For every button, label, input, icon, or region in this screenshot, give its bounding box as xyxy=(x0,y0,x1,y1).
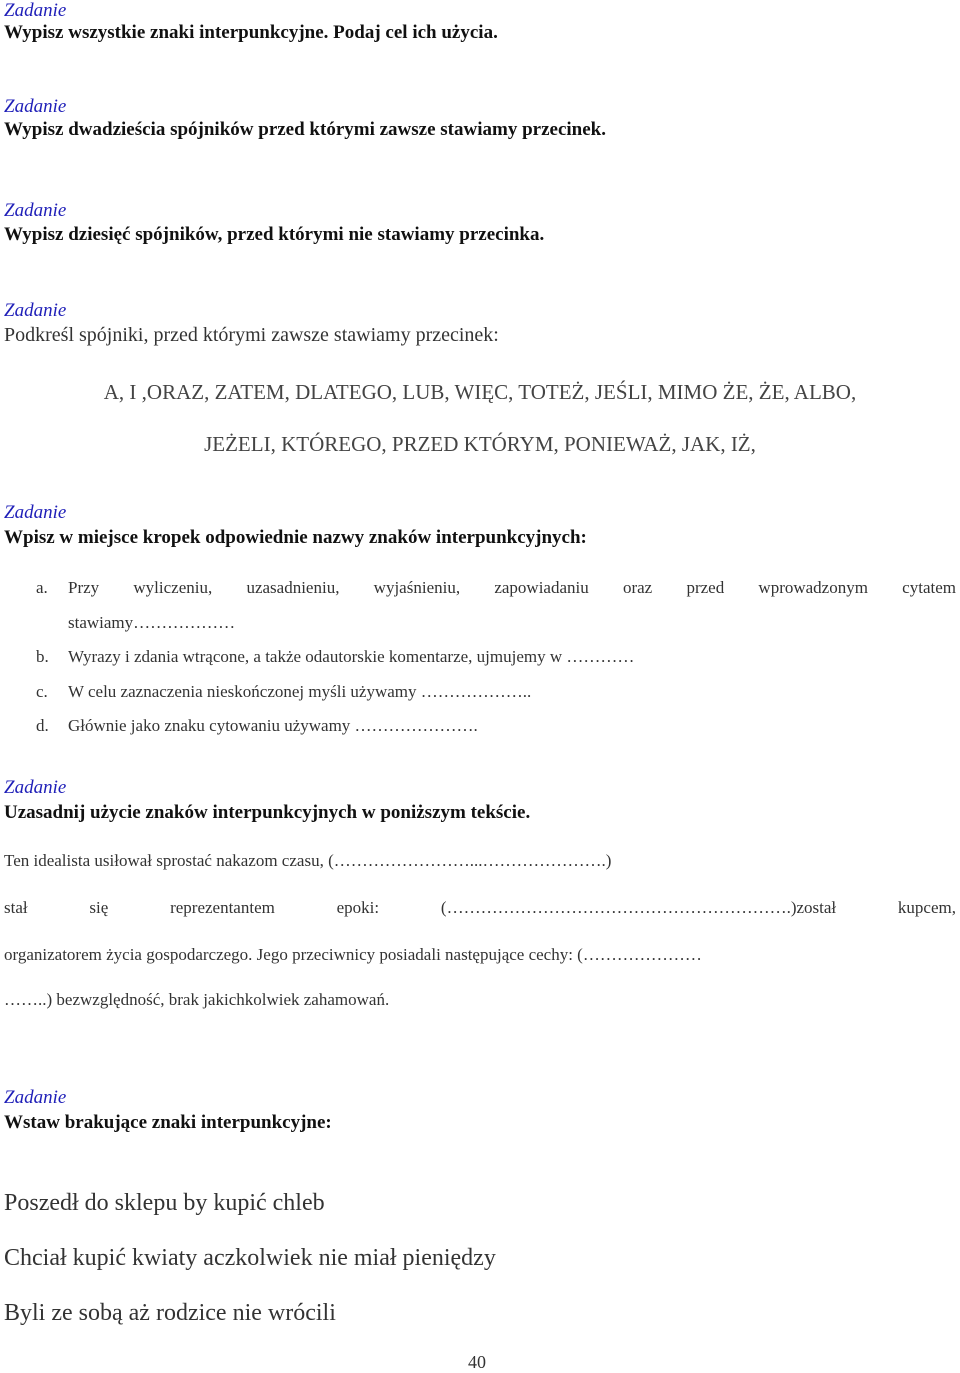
list-item: Głównie jako znaku cytowaniu używamy …………………. xyxy=(68,716,478,735)
task-label: Zadanie xyxy=(4,502,67,523)
list-marker: c. xyxy=(36,682,48,701)
exercise-sentence: Poszedł do sklepu by kupić chleb xyxy=(4,1190,325,1216)
task-instruction: Wypisz dwadzieścia spójników przed którymi zawsze stawiamy przecinek. xyxy=(4,119,606,140)
task-instruction: Podkreśl spójniki, przed którymi zawsze stawiamy przecinek: xyxy=(4,324,499,346)
task-instruction: Wypisz wszystkie znaki interpunkcyjne. Podaj cel ich użycia. xyxy=(4,22,498,43)
conjunction-list-line: A, I ,ORAZ, ZATEM, DLATEGO, LUB, WIĘC, TOTEŻ, JEŚLI, MIMO ŻE, ŻE, ALBO, xyxy=(103,380,857,404)
text-line: organizatorem życia gospodarczego. Jego przeciwnicy posiadali następujące cechy: (………………… xyxy=(4,945,702,964)
list-marker: b. xyxy=(36,647,49,666)
exercise-sentence: Byli ze sobą aż rodzice nie wrócili xyxy=(4,1300,336,1326)
list-marker: d. xyxy=(36,716,49,735)
list-item: W celu zaznaczenia nieskończonej myśli używamy ……………….. xyxy=(68,682,532,701)
list-item-continuation: stawiamy……………… xyxy=(68,613,236,632)
conjunction-list-line: JEŻELI, KTÓREGO, PRZED KTÓRYM, PONIEWAŻ, JAK, IŻ, xyxy=(204,432,756,456)
list-item: Przy wyliczeniu, uzasadnieniu, wyjaśnieniu, zapowiadaniu oraz przed wprowadzonym cytatem xyxy=(68,578,956,597)
task-label: Zadanie xyxy=(4,200,67,221)
exercise-sentence: Chciał kupić kwiaty aczkolwiek nie miał pieniędzy xyxy=(4,1245,496,1271)
task-instruction: Wypisz dziesięć spójników, przed którymi nie stawiamy przecinka. xyxy=(4,224,545,245)
task-instruction: Wstaw brakujące znaki interpunkcyjne: xyxy=(4,1112,332,1133)
list-item: Wyrazy i zdania wtrącone, a także odautorskie komentarze, ujmujemy w ………… xyxy=(68,647,635,666)
task-label: Zadanie xyxy=(4,777,67,798)
task-label: Zadanie xyxy=(4,300,67,321)
text-line: Ten idealista usiłował sprostać nakazom czasu, (……………………...………………….) xyxy=(4,851,612,870)
task-instruction: Uzasadnij użycie znaków interpunkcyjnych w poniższym tekście. xyxy=(4,802,531,823)
task-label: Zadanie xyxy=(4,96,67,117)
text-line: ……..) bezwzględność, brak jakichkolwiek zahamowań. xyxy=(4,990,390,1009)
text-line: stał się reprezentantem epoki: (…………………………………………………….)został kupcem, xyxy=(4,898,956,917)
list-marker: a. xyxy=(36,578,48,597)
task-label: Zadanie xyxy=(4,0,67,21)
task-instruction: Wpisz w miejsce kropek odpowiednie nazwy znaków interpunkcyjnych: xyxy=(4,527,587,548)
page-number: 40 xyxy=(468,1352,486,1372)
task-label: Zadanie xyxy=(4,1087,67,1108)
